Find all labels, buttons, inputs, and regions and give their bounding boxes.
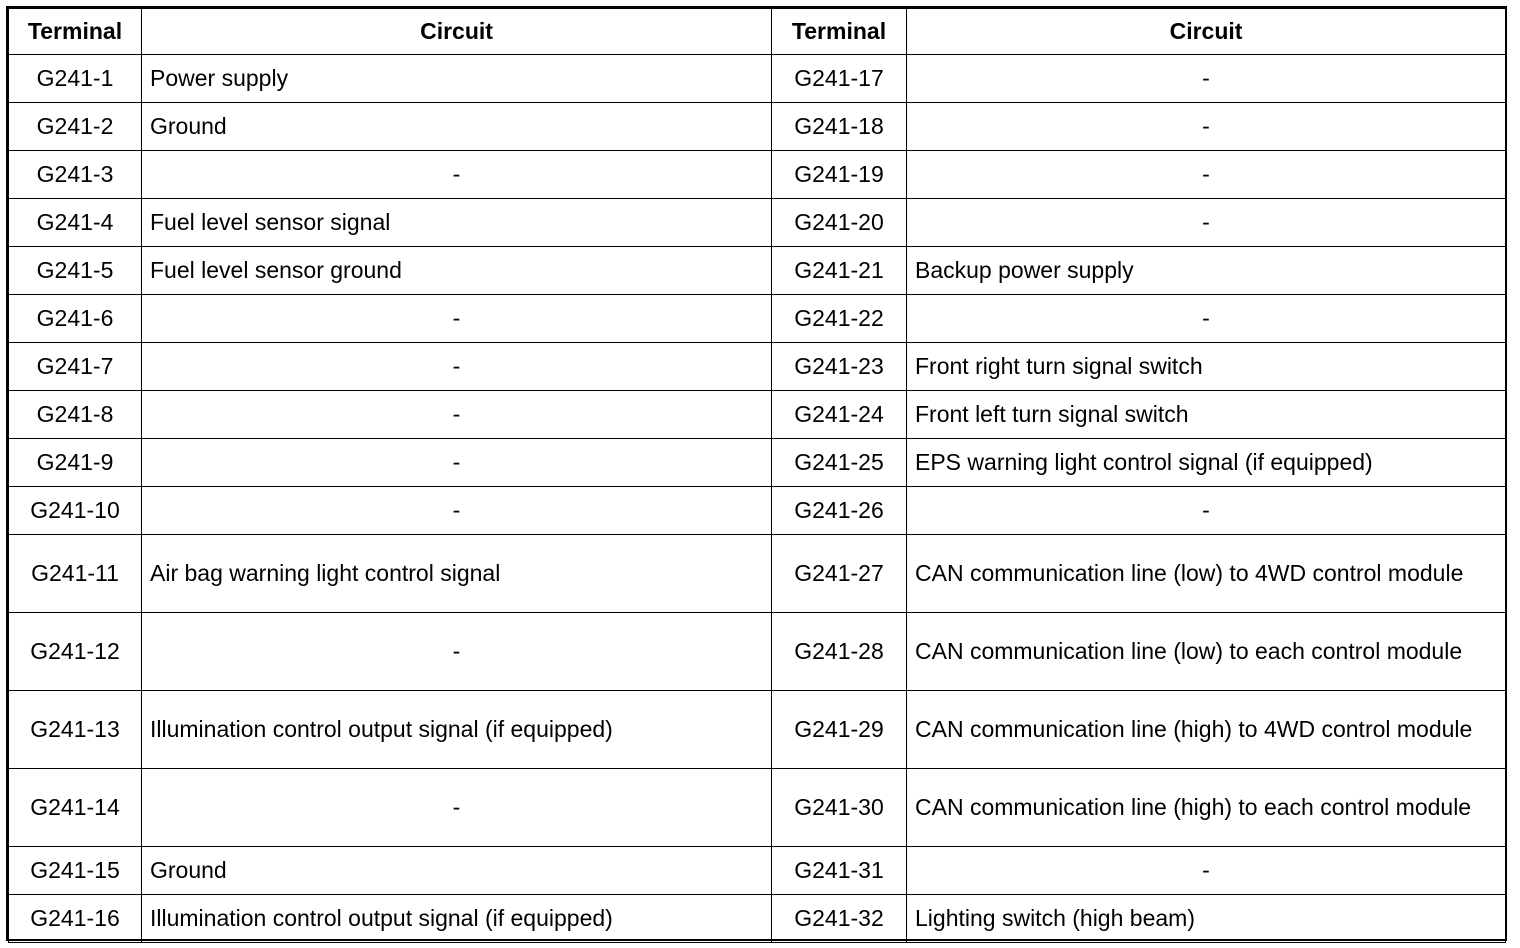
terminal-right-cell: G241-20 <box>772 199 907 247</box>
terminal-left-cell: G241-3 <box>9 151 142 199</box>
terminal-left-cell: G241-4 <box>9 199 142 247</box>
circuit-right-cell: - <box>907 103 1506 151</box>
header-circuit-right: Circuit <box>907 9 1506 55</box>
circuit-left-cell: - <box>142 439 772 487</box>
terminal-left-cell: G241-2 <box>9 103 142 151</box>
table-row <box>9 487 1506 535</box>
header-terminal-left: Terminal <box>9 9 142 55</box>
terminal-left-cell: G241-15 <box>9 847 142 895</box>
terminal-left-cell: G241-12 <box>9 613 142 691</box>
table-row <box>9 247 1506 295</box>
terminal-left-cell: G241-13 <box>9 691 142 769</box>
terminal-left-cell: G241-7 <box>9 343 142 391</box>
circuit-left-cell: Fuel level sensor signal <box>142 199 772 247</box>
table-row <box>9 343 1506 391</box>
circuit-right-cell: CAN communication line (high) to each control module <box>907 769 1506 847</box>
terminal-left-cell: G241-10 <box>9 487 142 535</box>
table-row <box>9 847 1506 895</box>
circuit-left-cell: - <box>142 343 772 391</box>
terminal-right-cell: G241-32 <box>772 895 907 943</box>
circuit-right-cell: - <box>907 295 1506 343</box>
terminal-right-cell: G241-26 <box>772 487 907 535</box>
table-row <box>9 103 1506 151</box>
circuit-left-cell: - <box>142 295 772 343</box>
circuit-right-cell: EPS warning light control signal (if equipped) <box>907 439 1506 487</box>
table-row <box>9 439 1506 487</box>
terminal-left-cell: G241-8 <box>9 391 142 439</box>
circuit-left-cell: Illumination control output signal (if equipped) <box>142 895 772 943</box>
circuit-left-cell: Air bag warning light control signal <box>142 535 772 613</box>
terminal-right-cell: G241-28 <box>772 613 907 691</box>
circuit-right-cell: - <box>907 151 1506 199</box>
circuit-left-cell: Illumination control output signal (if equipped) <box>142 691 772 769</box>
header-circuit-left: Circuit <box>142 9 772 55</box>
terminal-right-cell: G241-18 <box>772 103 907 151</box>
table-body <box>9 55 1506 943</box>
circuit-right-cell: CAN communication line (low) to 4WD control module <box>907 535 1506 613</box>
circuit-right-cell: CAN communication line (low) to each control module <box>907 613 1506 691</box>
terminal-left-cell: G241-6 <box>9 295 142 343</box>
terminal-right-cell: G241-31 <box>772 847 907 895</box>
terminal-circuit-table <box>8 8 1506 943</box>
circuit-left-cell: Ground <box>142 847 772 895</box>
table-row <box>9 769 1506 847</box>
circuit-right-cell: - <box>907 847 1506 895</box>
terminal-left-cell: G241-11 <box>9 535 142 613</box>
terminal-right-cell: G241-19 <box>772 151 907 199</box>
terminal-left-cell: G241-9 <box>9 439 142 487</box>
circuit-right-cell: - <box>907 199 1506 247</box>
terminal-left-cell: G241-5 <box>9 247 142 295</box>
table-row <box>9 199 1506 247</box>
circuit-right-cell: CAN communication line (high) to 4WD control module <box>907 691 1506 769</box>
terminal-right-cell: G241-25 <box>772 439 907 487</box>
header-terminal-right: Terminal <box>772 9 907 55</box>
table-row <box>9 151 1506 199</box>
circuit-right-cell: Front right turn signal switch <box>907 343 1506 391</box>
circuit-right-cell: - <box>907 55 1506 103</box>
terminal-left-cell: G241-1 <box>9 55 142 103</box>
circuit-right-cell: Front left turn signal switch <box>907 391 1506 439</box>
table-header-row <box>9 9 1506 55</box>
terminal-right-cell: G241-29 <box>772 691 907 769</box>
terminal-left-cell: G241-16 <box>9 895 142 943</box>
circuit-left-cell: Fuel level sensor ground <box>142 247 772 295</box>
circuit-left-cell: Ground <box>142 103 772 151</box>
circuit-left-cell: - <box>142 769 772 847</box>
terminal-right-cell: G241-22 <box>772 295 907 343</box>
terminal-right-cell: G241-23 <box>772 343 907 391</box>
circuit-right-cell: Backup power supply <box>907 247 1506 295</box>
circuit-right-cell: - <box>907 487 1506 535</box>
circuit-left-cell: - <box>142 487 772 535</box>
table-row <box>9 895 1506 943</box>
terminal-left-cell: G241-14 <box>9 769 142 847</box>
circuit-right-cell: Lighting switch (high beam) <box>907 895 1506 943</box>
terminal-right-cell: G241-27 <box>772 535 907 613</box>
terminal-right-cell: G241-30 <box>772 769 907 847</box>
table-row <box>9 391 1506 439</box>
terminal-right-cell: G241-21 <box>772 247 907 295</box>
terminal-right-cell: G241-24 <box>772 391 907 439</box>
terminal-right-cell: G241-17 <box>772 55 907 103</box>
table-row <box>9 691 1506 769</box>
table-row <box>9 295 1506 343</box>
table-row <box>9 535 1506 613</box>
circuit-left-cell: - <box>142 613 772 691</box>
circuit-left-cell: Power supply <box>142 55 772 103</box>
table-row <box>9 55 1506 103</box>
circuit-left-cell: - <box>142 391 772 439</box>
circuit-left-cell: - <box>142 151 772 199</box>
table-row <box>9 613 1506 691</box>
